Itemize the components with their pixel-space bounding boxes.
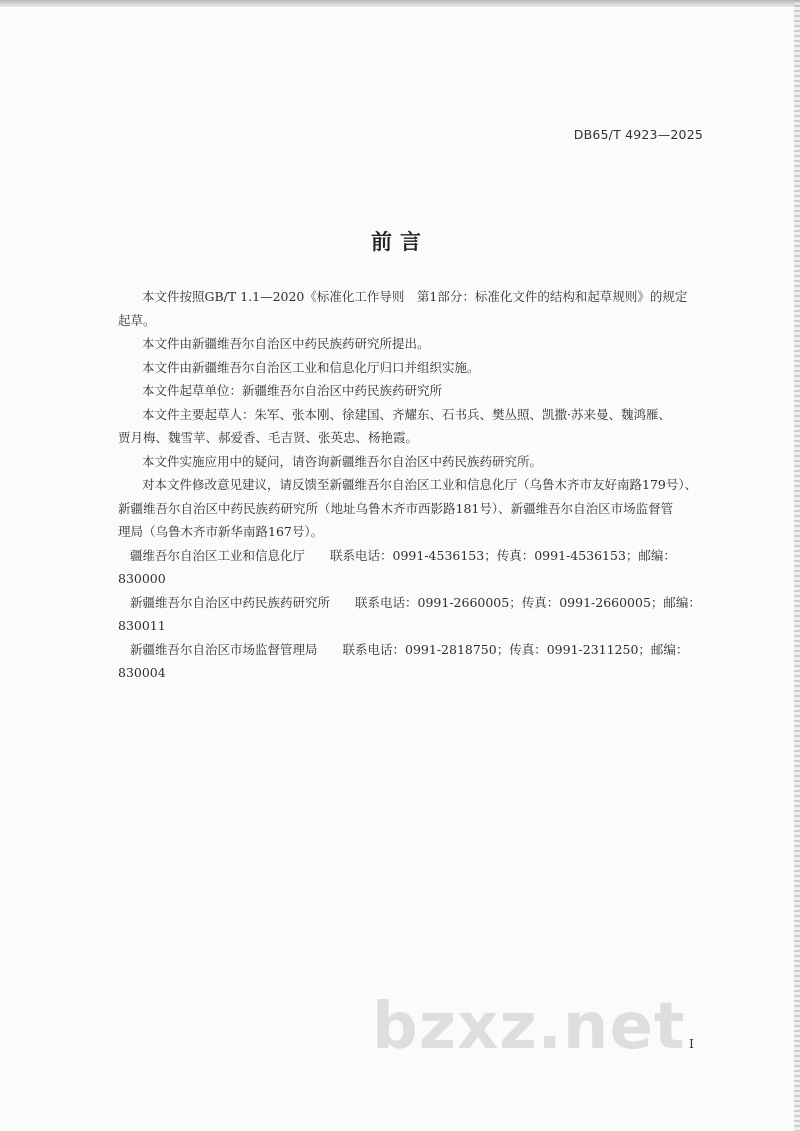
contact-medicine-institute	[118, 591, 710, 638]
text-line: 本文件由新疆维吾尔自治区工业和信息化厅归口并组织实施。	[142, 359, 480, 375]
postal-code: 830004	[118, 665, 166, 680]
paragraph-drafters	[118, 403, 710, 450]
text-line: 本文件按照GB/T 1.1—2020《标准化工作导则 第1部分：标准化文件的结构和起草规则》的规定	[142, 289, 688, 304]
contact-market-regulation	[118, 638, 710, 685]
paragraph-inquiries	[118, 450, 710, 474]
text-line: 贾月梅、魏雪苹、郝爱香、毛吉贤、张英忠、杨艳霞。	[118, 430, 419, 445]
text-line: 本文件主要起草人：朱军、张本刚、徐建国、齐耀东、石书兵、樊丛照、凯撒·苏来曼、魏鸿雁、	[142, 406, 671, 422]
text-line: 理局（乌鲁木齐市新华南路167号）。	[118, 524, 324, 539]
contact-line: 疆维吾尔自治区工业和信息化厅 联系电话：0991-4536153；传真：0991-4536153；邮编：	[130, 547, 676, 563]
watermark: bzxz.net	[372, 990, 686, 1064]
paragraph-drafting-rules	[118, 285, 710, 332]
contact-line: 新疆维吾尔自治区中药民族药研究所 联系电话：0991-2660005；传真：0991-2660005；邮编：	[130, 594, 701, 610]
text-line: 本文件由新疆维吾尔自治区中药民族药研究所提出。	[142, 336, 430, 351]
scan-edge-right	[794, 0, 800, 1131]
page-title: 前言	[371, 230, 429, 254]
contact-industry-department	[118, 544, 710, 591]
postal-code: 830011	[118, 618, 166, 633]
paragraph-drafting-unit	[118, 379, 710, 403]
page-number: I	[689, 1036, 694, 1051]
text-line: 新疆维吾尔自治区中药民族药研究所（地址乌鲁木齐市西影路181号）、新疆维吾尔自治区市场监督管	[118, 500, 674, 516]
text-line: 本文件起草单位：新疆维吾尔自治区中药民族药研究所	[142, 383, 443, 398]
foreword-body	[118, 285, 710, 685]
contact-line: 新疆维吾尔自治区市场监督管理局 联系电话：0991-2818750；传真：0991-2311250；邮编：	[130, 641, 689, 657]
postal-code: 830000	[118, 571, 166, 586]
paragraph-feedback	[118, 473, 710, 544]
paragraph-proposer	[118, 332, 710, 356]
text-line: 对本文件修改意见建议，请反馈至新疆维吾尔自治区工业和信息化厅（乌鲁木齐市友好南路179号）、	[142, 477, 698, 492]
paragraph-administrator	[118, 356, 710, 380]
text-line: 起草。	[118, 312, 156, 328]
scan-edge-top	[0, 0, 800, 7]
document-code: DB65/T 4923—2025	[573, 127, 703, 142]
text-line: 本文件实施应用中的疑问，请咨询新疆维吾尔自治区中药民族药研究所。	[142, 453, 543, 469]
